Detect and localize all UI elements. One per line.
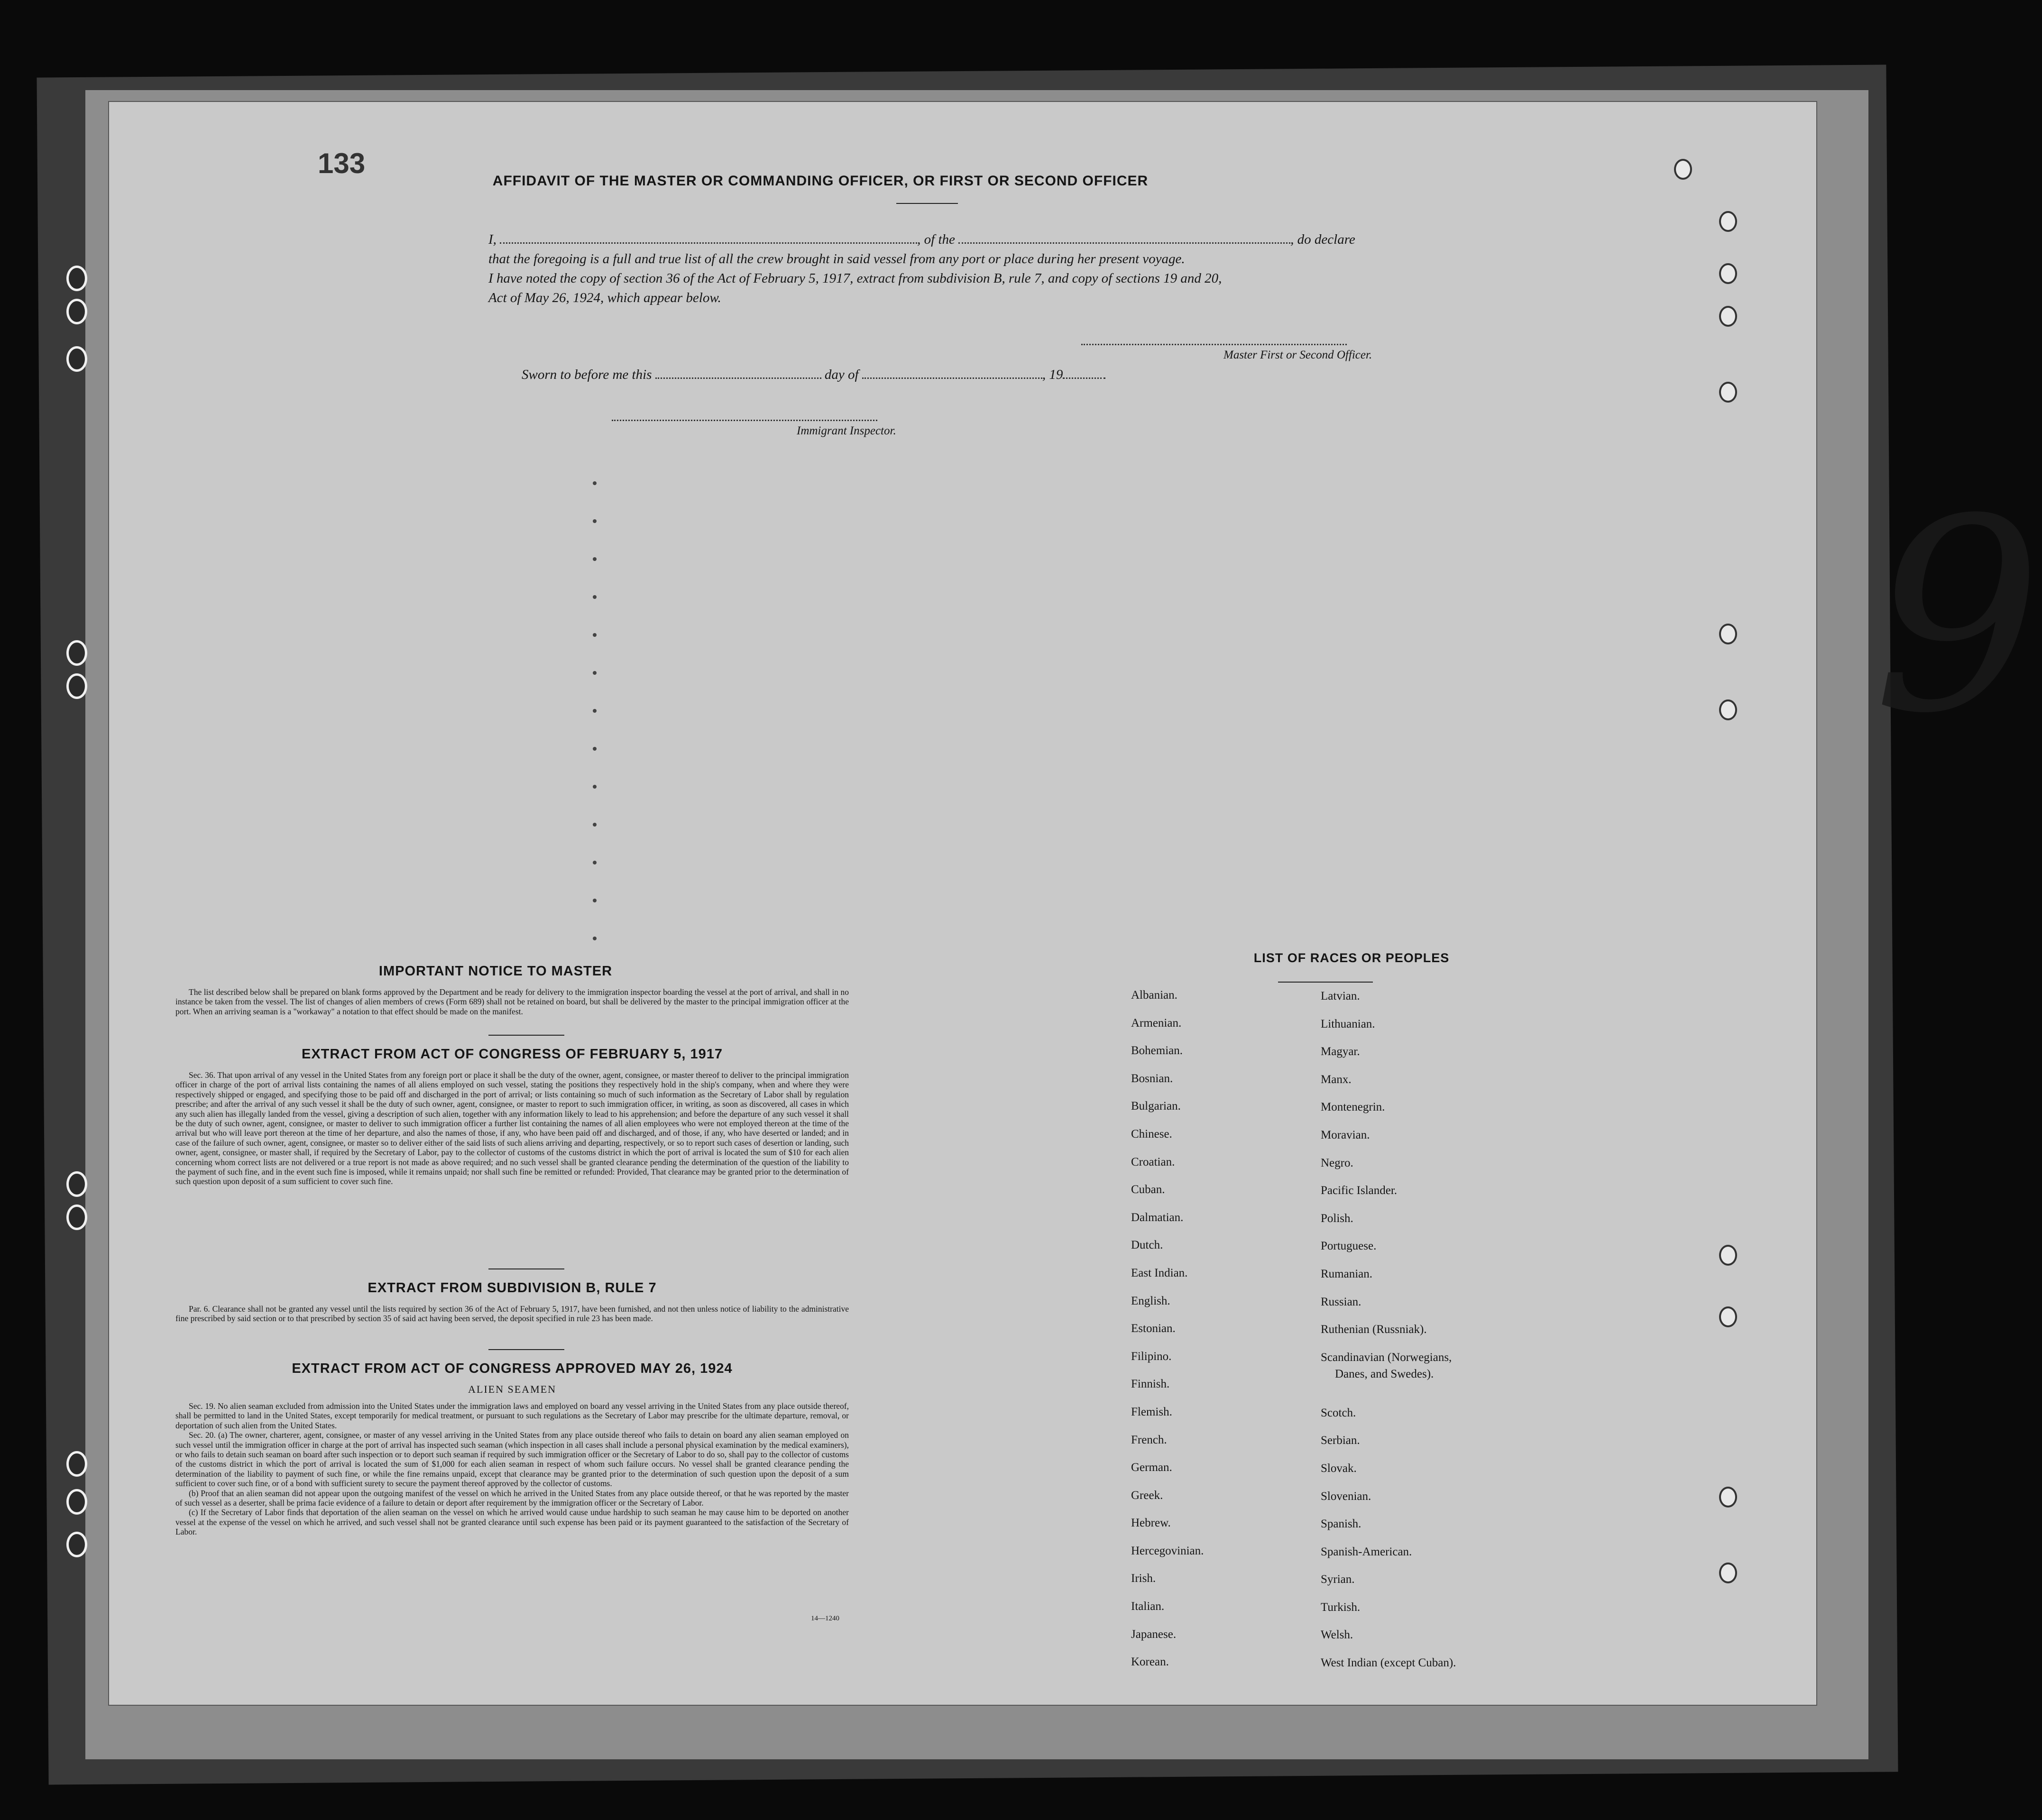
race-item: Serbian. xyxy=(1321,1434,1360,1447)
punch-hole xyxy=(1719,1487,1737,1507)
alien-seamen-subtitle: ALIEN SEAMEN xyxy=(468,1383,556,1395)
handwritten-mark: 9 xyxy=(1873,462,2042,772)
race-item: Russian. xyxy=(1321,1295,1361,1308)
master-signature-label: Master First or Second Officer. xyxy=(1223,349,1372,361)
section-rule xyxy=(488,1268,564,1269)
binder-hole xyxy=(66,1204,87,1230)
sheet-mark xyxy=(593,747,597,751)
race-item: Flemish. xyxy=(1131,1405,1172,1418)
race-item: Manx. xyxy=(1321,1073,1352,1086)
race-item: West Indian (except Cuban). xyxy=(1321,1656,1456,1670)
race-item: Croatian. xyxy=(1131,1155,1175,1168)
binder-hole xyxy=(66,346,87,372)
race-item: Moravian. xyxy=(1321,1128,1370,1141)
races-left-column xyxy=(1131,989,1302,1683)
section-rule xyxy=(488,1035,564,1036)
inspector-signature-label: Immigrant Inspector. xyxy=(797,424,896,437)
sheet-mark xyxy=(593,861,597,864)
binder-hole xyxy=(66,1489,87,1515)
extract-1917-text: Sec. 36. That upon arrival of any vessel in the United States from any foreign port or place it shall be the duty of the owner, agent, consignee, or master thereof to deliver to the principal immigration officer in charge of the port of arrival lists containing the names of all aliens employed on such vessel, stating the positions they respectively hold in the ship's company, when and where they were respectively shipped or engaged, and specifying those to be paid off and discharged in the port of arrival; or lists containing so much of such information as the Secretary of Labor shall by regulation prescribe; and after the arrival of any such vessel it shall be the duty of such owner, agent, consignee, or master to report to such immigration officer, in writing, as soon as discovered, all cases in which any such alien has illegally landed from the vessel, giving a description of such alien, together with any information likely to lead to his apprehension; and before the departure of any such vessel it shall be the duty of such owner, agent, consignee, or master to deliver to such immigration officer a further list containing the names of all alien employees who were not employed thereon at the time of the arrival but who will leave port thereon at the time of her departure, and also the names of those, if any, who have been paid off and discharged, and of those, if any, who have deserted or landed; and in case of the failure of such owner, agent, consignee, or master so to deliver either of the said lists of such aliens arriving and departing, respectively, or so to report such cases of desertion or landing, such owner, agent, consignee, or master shall, if required by the Secretary of Labor, pay to the collector of customs of the customs district in which the port of arrival is located the sum of $10 for each alien concerning whom correct lists are not delivered or a true report is not made as above required; and no such vessel shall be granted clearance pending the determination of the question of the liability to the payment of such fine, and in the event such fine is imposed, while it remains unpaid; nor shall such fine be remitted or refunded: Provided, That clearance may be granted prior to the determination of such question upon deposit of a sum sufficient to cover such fine. xyxy=(175,1070,849,1186)
vessel-name-field[interactable] xyxy=(958,231,1290,244)
binder-hole xyxy=(66,640,87,666)
races-title: LIST OF RACES OR PEOPLES xyxy=(1253,951,1450,965)
sworn-line: Sworn to before me this day of , 19 xyxy=(522,365,1186,385)
form-number: 14—1240 xyxy=(811,1615,839,1622)
page-number: 133 xyxy=(318,147,366,179)
punch-hole xyxy=(1719,1563,1737,1583)
sheet-mark xyxy=(593,671,597,675)
manifest-page xyxy=(109,102,2042,1705)
master-name-field[interactable] xyxy=(500,231,917,244)
extract-1924-title: EXTRACT FROM ACT OF CONGRESS APPROVED MAY 26, 1924 xyxy=(292,1361,733,1376)
race-item: Latvian. xyxy=(1321,990,1360,1002)
sheet-mark xyxy=(593,785,597,789)
race-item: Finnish. xyxy=(1131,1378,1170,1391)
sworn-year-field[interactable] xyxy=(1063,366,1105,379)
race-item: Welsh. xyxy=(1321,1628,1353,1642)
race-item: Rumanian. xyxy=(1321,1267,1373,1280)
affidavit-line-2: that the foregoing is a full and true list of all the crew brought in said vessel from any port or place during her present voyage. xyxy=(488,251,1185,267)
race-item: Portuguese. xyxy=(1321,1240,1377,1253)
sheet-mark xyxy=(593,519,597,523)
race-item: Filipino. xyxy=(1131,1350,1172,1363)
race-item: Greek. xyxy=(1131,1489,1163,1502)
sheet-mark xyxy=(593,709,597,713)
race-item: Hebrew. xyxy=(1131,1517,1171,1530)
sheet-mark xyxy=(593,937,597,940)
section-rule xyxy=(488,1349,564,1350)
extract-1917-title: EXTRACT FROM ACT OF CONGRESS OF FEBRUARY 5, 1917 xyxy=(301,1047,723,1062)
punch-hole xyxy=(1719,699,1737,720)
race-item: Slovak. xyxy=(1321,1462,1357,1475)
race-item: Pacific Islander. xyxy=(1321,1184,1398,1197)
race-item: Bohemian. xyxy=(1131,1044,1183,1057)
sworn-month-field[interactable] xyxy=(862,366,1042,379)
sworn-day-field[interactable] xyxy=(655,366,821,379)
title-rule xyxy=(896,203,958,204)
affidavit-line-3: I have noted the copy of section 36 of the Act of February 5, 1917, extract from subdivision B, rule 7, and copy of sections 19 and 20, xyxy=(488,271,1222,286)
master-signature-line[interactable] xyxy=(1081,343,1347,345)
race-item: Albanian. xyxy=(1131,989,1177,1002)
binder-hole xyxy=(66,299,87,324)
sheet-mark xyxy=(593,557,597,561)
race-item: Estonian. xyxy=(1131,1322,1176,1335)
race-item: Bulgarian. xyxy=(1131,1100,1181,1113)
punch-hole xyxy=(1719,1306,1737,1327)
binder-hole xyxy=(66,673,87,699)
race-item: Scotch. xyxy=(1321,1406,1356,1419)
race-item: Cuban. xyxy=(1131,1183,1165,1196)
race-item: French. xyxy=(1131,1433,1167,1446)
race-item: Italian. xyxy=(1131,1600,1165,1613)
race-item: Bosnian. xyxy=(1131,1072,1173,1085)
punch-hole xyxy=(1719,624,1737,644)
race-item: Scandinavian (Norwegians, xyxy=(1321,1351,1452,1364)
sheet-mark xyxy=(593,633,597,637)
race-item: Dalmatian. xyxy=(1131,1211,1184,1224)
race-item: Dutch. xyxy=(1131,1239,1163,1252)
affidavit-title: AFFIDAVIT OF THE MASTER OR COMMANDING OFFICER, OR FIRST OR SECOND OFFICER xyxy=(492,173,1149,189)
race-item: Syrian. xyxy=(1321,1573,1355,1586)
binder-hole xyxy=(66,1171,87,1197)
race-item: Montenegrin. xyxy=(1321,1101,1385,1114)
punch-hole xyxy=(1719,306,1737,327)
notice-text: The list described below shall be prepared on blank forms approved by the Department and be ready for delivery to the immigration inspector boarding the vessel at the port of arrival, and shall in no instance be taken from the vessel. The list of changes of alien members of crews (Form 689) shall not be retained on board, but shall be delivered by the master to the principal immigration officer at the port. When an arriving seaman is a "workaway" a notation to that effect should be made on the manifest. xyxy=(175,987,849,1016)
race-item: Spanish-American. xyxy=(1321,1545,1412,1558)
binder-hole xyxy=(66,1532,87,1557)
affidavit-line-4: Act of May 26, 1924, which appear below. xyxy=(488,290,721,305)
race-item-continued: Danes, and Swedes). xyxy=(1335,1367,1434,1380)
race-item: Negro. xyxy=(1321,1156,1353,1169)
sheet-mark xyxy=(593,899,597,902)
race-item: Japanese. xyxy=(1131,1627,1177,1641)
race-item: Slovenian. xyxy=(1321,1489,1371,1503)
race-item: Irish. xyxy=(1131,1572,1156,1585)
extract-rule7-text: Par. 6. Clearance shall not be granted any vessel until the lists required by section 36 of the Act of February 5, 1917, have been furnished, and not then unless notice of liability to the administrative fine prescribed by said section or to that prescribed by section 35 of said act having been served, the deposit specified in rule 23 has been made. xyxy=(175,1304,849,1324)
inspector-signature-line[interactable] xyxy=(612,419,877,421)
extract-1924-text: Sec. 19. No alien seaman excluded from admission into the United States under the immigration laws and employed on board any vessel arriving in the United States from any place outside thereof, shall be permitted to land in the United States, except temporarily for medical treatment, or pursuant to such regulations as the Secretary of Labor may prescribe for the ultimate departure, removal, or deportation of such alien from the United States. Sec. 20. (a) The owner, charterer, agent, consignee, or master of any vessel arriving in the United States from any place outside thereof who fails to detain on board any alien seaman employed on such vessel until the immigration officer in charge at the port of arrival has inspected such seaman (which inspection in all cases shall include a personal physical examination by the medical examiners), or who fails to detain such seaman on board after such inspection or to deport such seaman if required by such immigration officer or the Secretary of Labor to do so, shall pay to the collector of customs of the customs district in which the port of arrival is located the sum of $1,000 for each alien seaman in respect of whom such failure occurs. No vessel shall be granted clearance pending the determination of the liability to payment of such fine, or while the fine remains unpaid, except that clearance may be granted prior to the determination of such question upon the deposit of a sum sufficient to cover such fine, or of a bond with sufficient surety to secure the payment thereof approved by the collector of customs. (b) Proof that an alien seaman did not appear upon the outgoing manifest of the vessel on which he arrived in the United States from any place outside thereof, or that he was reported by the master of such vessel as a deserter, shall be prima facie evidence of a failure to detain or deport after requirement by the immigration officer or the Secretary of Labor. (c) If the Secretary of Labor finds that deportation of the alien seaman on the vessel on which he arrived would cause undue hardship to such seaman he may cause him to be deported on another vessel at the expense of the vessel on which he arrived, and such vessel shall not be granted clearance until such expense has been paid or its payment guaranteed to the satisfaction of the Secretary of Labor. xyxy=(175,1401,849,1537)
race-item: Armenian. xyxy=(1131,1016,1182,1029)
race-item: Magyar. xyxy=(1321,1045,1360,1058)
race-item: East Indian. xyxy=(1131,1266,1188,1279)
affidavit-line-1: I, , of the , do declare xyxy=(488,232,1355,247)
affidavit-declaration xyxy=(488,230,1513,308)
punch-hole xyxy=(1674,159,1692,180)
race-item: Hercegovinian. xyxy=(1131,1544,1204,1557)
race-item: Spanish. xyxy=(1321,1517,1361,1531)
race-item: Korean. xyxy=(1131,1655,1169,1669)
race-item: Turkish. xyxy=(1321,1600,1361,1614)
race-item: Polish. xyxy=(1321,1212,1353,1225)
sheet-mark xyxy=(593,823,597,827)
punch-hole xyxy=(1719,263,1737,284)
race-item: Chinese. xyxy=(1131,1127,1172,1140)
punch-hole xyxy=(1719,1245,1737,1266)
punch-hole xyxy=(1719,382,1737,403)
notice-title: IMPORTANT NOTICE TO MASTER xyxy=(378,964,613,979)
races-rule xyxy=(1278,982,1373,983)
races-right-column xyxy=(1321,990,1567,1684)
sheet-mark xyxy=(593,481,597,485)
extract-rule7-title: EXTRACT FROM SUBDIVISION B, RULE 7 xyxy=(368,1280,657,1296)
binder-hole xyxy=(66,1451,87,1477)
sheet-mark xyxy=(593,595,597,599)
race-item: Lithuanian. xyxy=(1321,1017,1375,1030)
race-item: English. xyxy=(1131,1294,1170,1307)
race-item: German. xyxy=(1131,1461,1172,1474)
race-item: Ruthenian (Russniak). xyxy=(1321,1323,1427,1336)
binder-hole xyxy=(66,266,87,291)
punch-hole xyxy=(1719,211,1737,232)
